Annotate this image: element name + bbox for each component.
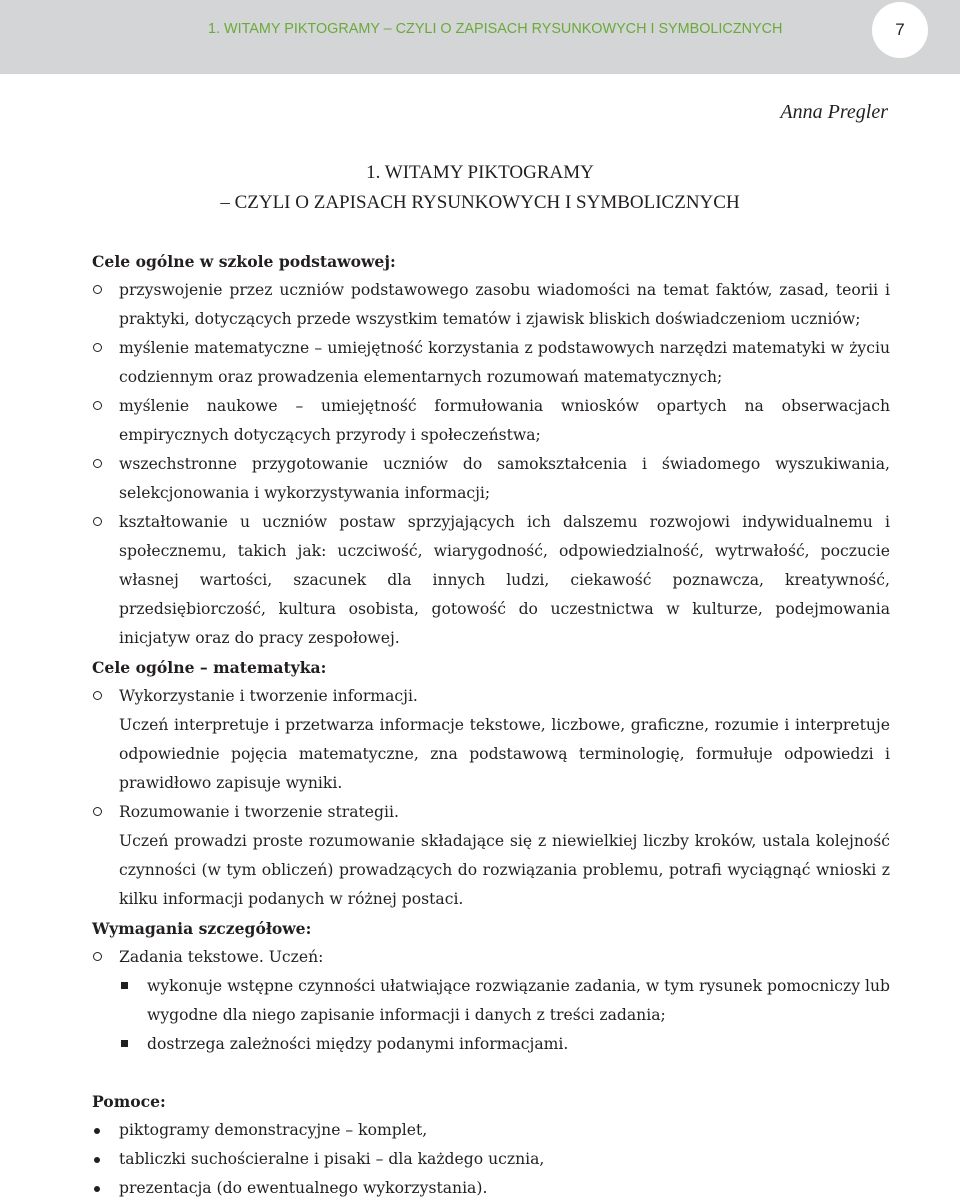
aid-text: tabliczki suchościeralne i pisaki – dla każdego ucznia, — [119, 1150, 545, 1168]
aid-text: piktogramy demonstracyjne – komplet, — [119, 1121, 428, 1139]
list-item — [92, 798, 890, 827]
list-item — [92, 1116, 890, 1145]
dot-bullet-icon — [94, 1157, 100, 1163]
general-goal-text: myślenie naukowe – umiejętność formułowania wniosków opartych na obserwacjach empirycznych dotyczących przyrody i społeczeństwa; — [119, 397, 890, 444]
aids-heading: Pomoce: — [92, 1092, 166, 1111]
circle-bullet-icon — [93, 952, 102, 961]
list-item — [92, 392, 890, 450]
circle-bullet-icon — [93, 691, 102, 700]
list-item — [92, 972, 890, 1030]
square-bullet-icon — [121, 982, 128, 989]
chapter-title-line-1: 1. WITAMY PIKTOGRAMY — [366, 162, 594, 183]
list-item — [92, 1145, 890, 1174]
general-goal-text: wszechstronne przygotowanie uczniów do samokształcenia i świadomego wyszukiwania, selekcjonowania i wykorzystywania informacji; — [119, 455, 890, 502]
main-content — [92, 247, 890, 1203]
square-bullet-icon — [121, 1040, 128, 1047]
general-goals-heading: Cele ogólne w szkole podstawowej: — [92, 252, 396, 271]
circle-bullet-icon — [93, 285, 102, 294]
list-item — [92, 943, 890, 972]
list-item — [92, 334, 890, 392]
list-item — [92, 1174, 890, 1203]
circle-bullet-icon — [93, 517, 102, 526]
circle-bullet-icon — [93, 807, 102, 816]
list-item — [92, 508, 890, 653]
math-goal-label: Wykorzystanie i tworzenie informacji. — [119, 687, 418, 705]
general-goal-text: myślenie matematyczne – umiejętność korzystania z podstawowych narzędzi matematyki w życiu codziennym oraz prowadzenia elementarnych rozumowań matematycznych; — [119, 339, 890, 386]
list-item — [92, 450, 890, 508]
general-goal-text: przyswojenie przez uczniów podstawowego zasobu wiadomości na temat faktów, zasad, teorii i praktyki, dotyczących przede wszystkim tematów i zjawisk bliskich doświadczeniom uczniów; — [119, 281, 890, 328]
math-goals-heading: Cele ogólne – matematyka: — [92, 658, 327, 677]
circle-bullet-icon — [93, 401, 102, 410]
math-goal-description: Uczeń prowadzi proste rozumowanie składające się z niewielkiej liczby kroków, ustala kolejność czynności (w tym obliczeń) prowadzących do rozwiązania problemu, potrafi wyciągnąć wnioski z kilku informacji podanych w różnej postaci. — [119, 832, 890, 908]
list-item — [92, 1030, 890, 1059]
requirement-subitem-text: dostrzega zależności między podanymi informacjami. — [147, 1035, 569, 1053]
section-spacer — [92, 1059, 890, 1087]
header-band — [0, 0, 960, 74]
requirement-label: Zadania tekstowe. Uczeń: — [119, 948, 324, 966]
general-goal-text: kształtowanie u uczniów postaw sprzyjających ich dalszemu rozwojowi indywidualnemu i społecznemu, takich jak: uczciwość, wiarygodność, odpowiedzialność, wytrwałość, poczucie własnej wartości, szacunek dla innych ludzi, ciekawość poznawcza, kreatywność, przedsiębiorczość, kultura osobista, gotowość do uczestnictwa w kulturze, podejmowania inicjatyw oraz do pracy zespołowej. — [119, 513, 890, 647]
math-goal-description: Uczeń interpretuje i przetwarza informacje tekstowe, liczbowe, graficzne, rozumie i interpretuje odpowiednie pojęcia matematyczne, zna podstawową terminologię, formułuje odpowiedzi i prawidłowo zapisuje wyniki. — [119, 716, 890, 792]
math-goal-label: Rozumowanie i tworzenie strategii. — [119, 803, 399, 821]
dot-bullet-icon — [94, 1128, 100, 1134]
chapter-title-line-2: – CZYLI O ZAPISACH RYSUNKOWYCH I SYMBOLICZNYCH — [220, 192, 740, 213]
running-header-title: 1. WITAMY PIKTOGRAMY – CZYLI O ZAPISACH RYSUNKOWYCH I SYMBOLICZNYCH — [208, 21, 783, 37]
requirement-subitem-text: wykonuje wstępne czynności ułatwiające rozwiązanie zadania, w tym rysunek pomocniczy lub wygodne dla niego zapisanie informacji i danych z treści zadania; — [147, 977, 891, 1024]
dot-bullet-icon — [94, 1186, 100, 1192]
list-item — [92, 276, 890, 334]
requirements-heading: Wymagania szczegółowe: — [92, 919, 312, 938]
circle-bullet-icon — [93, 459, 102, 468]
circle-bullet-icon — [93, 343, 102, 352]
page-number: 7 — [895, 20, 905, 39]
aid-text: prezentacja (do ewentualnego wykorzystania). — [119, 1179, 488, 1197]
list-item — [92, 682, 890, 711]
page-number-badge — [872, 2, 928, 58]
author-name: Anna Pregler — [780, 101, 888, 123]
chapter-title — [0, 158, 960, 218]
